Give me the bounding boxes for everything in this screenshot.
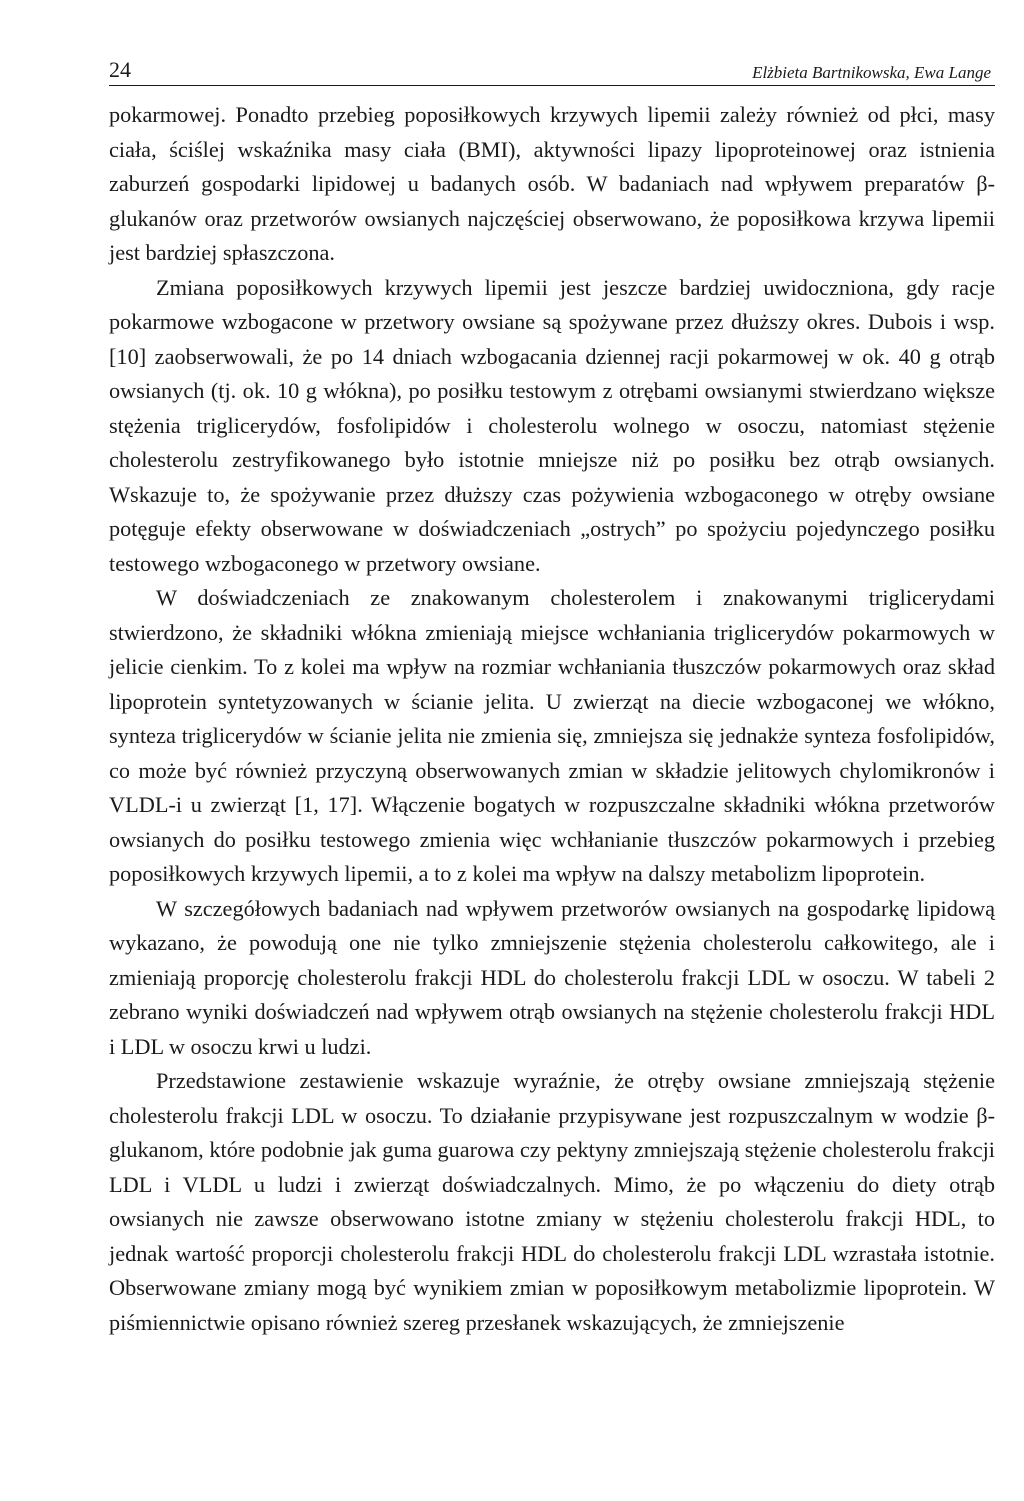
body-text [109,98,995,1340]
document-page [109,50,995,1340]
paragraph: Zmiana poposiłkowych krzywych lipemii jest jeszcze bardziej uwidoczniona, gdy racje pokarmowe wzbogacone w przetwory owsiane są spożywane przez dłuższy okres. Dubois i wsp. [10] zaobserwowali, że po 14 dniach wzbogacania dziennej racji pokarmowej w ok. 40 g otrąb owsianych (tj. ok. 10 g włókna), po posiłku testowym z otrębami owsianymi stwierdzano większe stężenia triglicerydów, fosfolipidów i cholesterolu wolnego w osoczu, natomiast stężenie cholesterolu zestryfikowanego było istotnie mniejsze niż po posiłku bez otrąb owsianych. Wskazuje to, że spożywanie przez dłuższy czas pożywienia wzbogaconego w otręby owsiane potęguje efekty obserwowane w doświadczeniach „ostrych” po spożyciu pojedynczego posiłku testowego wzbogaconego w przetwory owsiane. [109,274,995,576]
paragraph: pokarmowej. Ponadto przebieg poposiłkowych krzywych lipemii zależy również od płci, masy ciała, ściślej wskaźnika masy ciała (BMI), aktywności lipazy lipoproteinowej oraz istnienia zaburzeń gospodarki lipidowej u badanych osób. W badaniach nad wpływem preparatów β-glukanów oraz przetworów owsianych najczęściej obserwowano, że poposiłkowa krzywa lipemii jest bardziej spłaszczona. [109,102,995,265]
paragraph: Przedstawione zestawienie wskazuje wyraźnie, że otręby owsiane zmniejszają stężenie cholesterolu frakcji LDL w osoczu. To działanie przypisywane jest rozpuszczalnym w wodzie β-glukanom, które podobnie jak guma guarowa czy pektyny zmniejszają stężenie cholesterolu frakcji LDL i VLDL u ludzi i zwierząt doświadczalnych. Mimo, że po włączeniu do diety otrąb owsianych nie zawsze obserwowano istotne zmiany w stężeniu cholesterolu frakcji HDL, to jednak wartość proporcji cholesterolu frakcji HDL do cholesterolu frakcji LDL wzrastała istotnie. Obserwowane zmiany mogą być wynikiem zmian w poposiłkowym metabolizmie lipoprotein. W piśmiennictwie opisano również szereg przesłanek wskazujących, że zmniejszenie [109,1068,995,1335]
header-authors: Elżbieta Bartnikowska, Ewa Lange [752,63,991,82]
paragraph: W szczegółowych badaniach nad wpływem przetworów owsianych na gospodarkę lipidową wykazano, że powodują one nie tylko zmniejszenie stężenia cholesterolu całkowitego, ale i zmieniają proporcję cholesterolu frakcji HDL do cholesterolu frakcji LDL w osoczu. W tabeli 2 zebrano wyniki doświadczeń nad wpływem otrąb owsianych na stężenie cholesterolu frakcji HDL i LDL w osoczu krwi u ludzi. [109,895,995,1059]
paragraph: W doświadczeniach ze znakowanym cholesterolem i znakowanymi triglicerydami stwierdzono, że składniki włókna zmieniają miejsce wchłaniania triglicerydów pokarmowych w jelicie cienkim. To z kolei ma wpływ na rozmiar wchłaniania tłuszczów pokarmowych oraz skład lipoprotein syntetyzowanych w ścianie jelita. U zwierząt na diecie wzbogaconej we włókno, synteza triglicerydów w ścianie jelita nie zmienia się, zmniejsza się jednakże synteza fosfolipidów, co może być również przyczyną obserwowanych zmian w składzie jelitowych chylomikronów i VLDL-i u zwierząt [1, 17]. Włączenie bogatych w rozpuszczalne składniki włókna przetworów owsianych do posiłku testowego zmienia więc wchłanianie tłuszczów pokarmowych i przebieg poposiłkowych krzywych lipemii, a to z kolei ma wpływ na dalszy metabolizm lipoprotein. [109,585,995,886]
running-header [109,50,995,86]
page-number: 24 [109,57,131,82]
